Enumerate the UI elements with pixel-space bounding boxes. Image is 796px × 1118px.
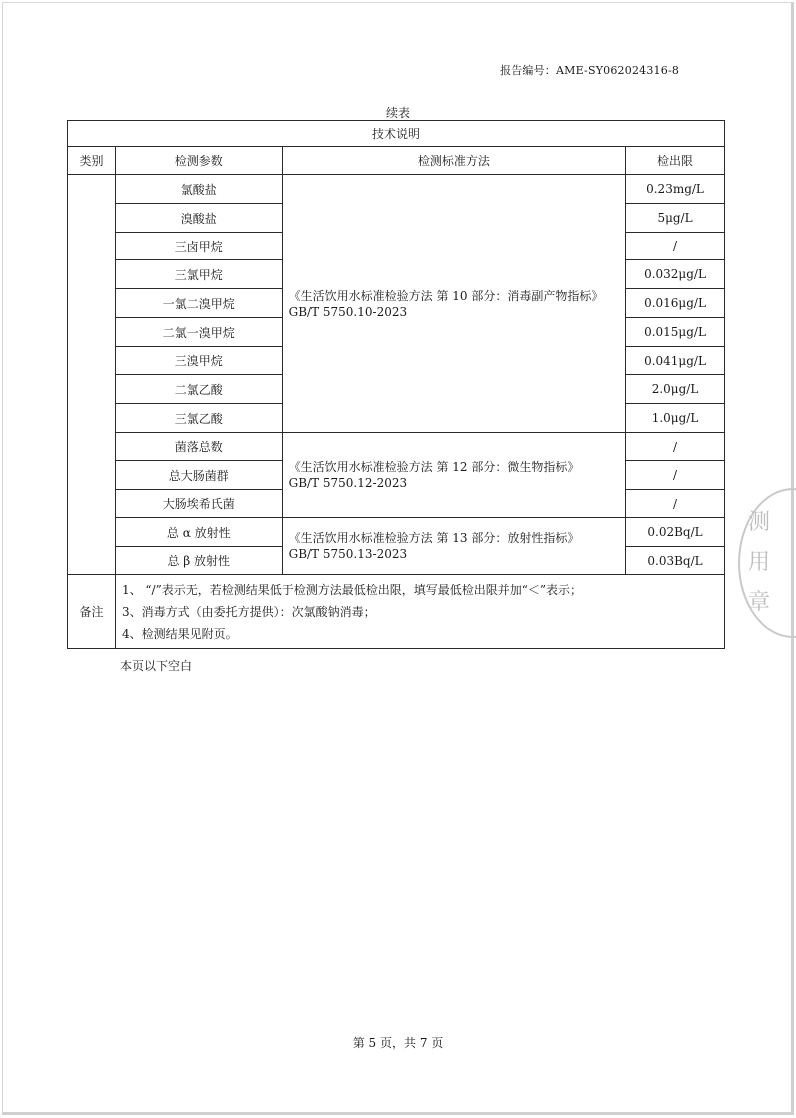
parameter-cell: 二氯一溴甲烷 xyxy=(115,318,282,347)
limit-cell: 0.03Bq/L xyxy=(626,547,725,575)
parameter-cell: 三氯乙酸 xyxy=(115,404,282,433)
parameter-cell: 总 β 放射性 xyxy=(115,547,282,575)
parameter-cell: 二氯乙酸 xyxy=(115,375,282,404)
notes-label: 备注 xyxy=(68,575,116,649)
header-parameter: 检测参数 xyxy=(115,147,282,175)
page-number: 第 5 页，共 7 页 xyxy=(352,1036,444,1050)
parameter-cell: 总大肠菌群 xyxy=(115,461,282,490)
method-cell xyxy=(282,433,625,518)
limit-cell: 0.016μg/L xyxy=(626,289,725,318)
method-name: 《生活饮用水标准检验方法 第 10 部分：消毒副产物指标》 xyxy=(288,288,604,303)
category-cell xyxy=(68,175,116,575)
parameter-cell: 一氯二溴甲烷 xyxy=(115,289,282,318)
note-line: 1、 “/”表示无，若检测结果低于检测方法最低检出限，填写最低检出限并加“＜”表示； xyxy=(121,582,582,597)
limit-cell: 0.23mg/L xyxy=(626,175,725,204)
limit-cell: 0.015μg/L xyxy=(626,318,725,347)
limit-cell: 0.032μg/L xyxy=(626,260,725,289)
method-code: GB/T 5750.13-2023 xyxy=(288,547,408,561)
blank-below-note: 本页以下空白 xyxy=(120,659,193,673)
limit-cell: 0.02Bq/L xyxy=(626,518,725,547)
limit-cell: 0.041μg/L xyxy=(626,347,725,375)
section-title-row xyxy=(68,121,725,147)
parameter-cell: 大肠埃希氏菌 xyxy=(115,490,282,518)
parameter-cell: 三溴甲烷 xyxy=(115,347,282,375)
limit-cell: 5μg/L xyxy=(626,204,725,233)
limit-cell: / xyxy=(626,233,725,260)
limit-cell: 1.0μg/L xyxy=(626,404,725,433)
report-number: 报告编号：AME-SY062024316-8 xyxy=(500,64,680,77)
table-title: 续表 xyxy=(385,106,410,120)
method-code: GB/T 5750.10-2023 xyxy=(288,304,408,319)
method-cell xyxy=(282,518,625,575)
method-name: 《生活饮用水标准检验方法 第 13 部分：放射性指标》 xyxy=(288,531,580,545)
table-row xyxy=(68,518,725,547)
notes-row xyxy=(68,575,725,649)
parameter-cell: 总 α 放射性 xyxy=(115,518,282,547)
limit-cell: / xyxy=(626,433,725,461)
limit-cell: / xyxy=(626,490,725,518)
note-line: 4、检测结果见附页。 xyxy=(121,626,238,641)
method-code: GB/T 5750.12-2023 xyxy=(288,476,408,490)
parameter-cell: 溴酸盐 xyxy=(115,204,282,233)
method-name: 《生活饮用水标准检验方法 第 12 部分：微生物指标》 xyxy=(288,460,580,474)
header-method: 检测标准方法 xyxy=(282,147,625,175)
parameter-cell: 三氯甲烷 xyxy=(115,260,282,289)
method-cell xyxy=(282,175,625,433)
parameter-cell: 三卤甲烷 xyxy=(115,233,282,260)
note-line: 3、消毒方式（由委托方提供）：次氯酸钠消毒； xyxy=(121,604,376,619)
section-title: 技术说明 xyxy=(68,121,725,147)
limit-cell: / xyxy=(626,461,725,490)
technical-spec-table xyxy=(67,120,725,649)
parameter-cell: 菌落总数 xyxy=(115,433,282,461)
notes-cell xyxy=(115,575,724,649)
header-limit: 检出限 xyxy=(626,147,725,175)
parameter-cell: 氯酸盐 xyxy=(115,175,282,204)
table-row xyxy=(68,175,725,204)
limit-cell: 2.0μg/L xyxy=(626,375,725,404)
header-category: 类别 xyxy=(68,147,116,175)
seal-stamp: 测 用 章 xyxy=(738,488,796,638)
header-row xyxy=(68,147,725,175)
table-row xyxy=(68,433,725,461)
